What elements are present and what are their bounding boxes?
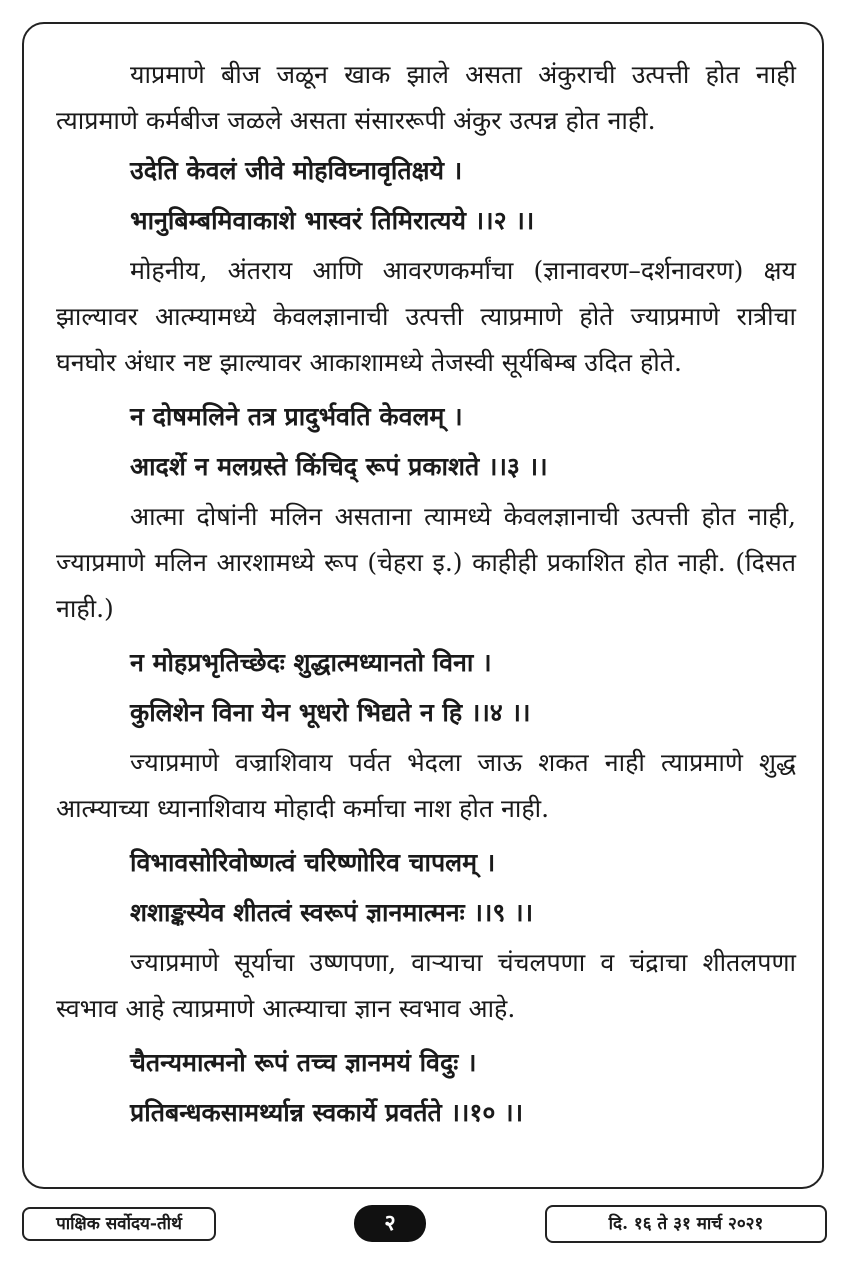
paragraph-4: ज्याप्रमाणे वज्राशिवाय पर्वत भेदला जाऊ शकत नाही त्याप्रमाणे शुद्ध आत्म्याच्या ध्यानाशिवाय मोहादी कर्माचा नाश होत नाही. xyxy=(56,748,796,823)
page-number: २ xyxy=(354,1205,426,1242)
paragraph-5: ज्याप्रमाणे सूर्याचा उष्णपणा, वाऱ्याचा चंचलपणा व चंद्राचा शीतलपणा स्वभाव आहे त्याप्रमाणे आत्म्याचा ज्ञान स्वभाव आहे. xyxy=(56,948,796,1023)
verse-10-line-2: प्रतिबन्धकसामर्थ्यान्न स्वकार्ये प्रवर्तते ।।१० ।। xyxy=(130,1098,524,1127)
page-content xyxy=(56,52,796,1138)
paragraph-3: आत्मा दोषांनी मलिन असताना त्यामध्ये केवलज्ञानाची उत्पत्ती होत नाही, ज्याप्रमाणे मलिन आरशामध्ये रूप (चेहरा इ.) काहीही प्रकाशित होत नाही. (दिसत नाही.) xyxy=(56,502,796,623)
verse-3-line-2: आदर्शे न मलग्रस्ते किंचिद् रूपं प्रकाशते ।।३ ।। xyxy=(130,452,548,481)
paragraph-2: मोहनीय, अंतराय आणि आवरणकर्मांचा (ज्ञानावरण–दर्शनावरण) क्षय झाल्यावर आत्म्यामध्ये केवलज्ञानाची उत्पत्ती त्याप्रमाणे होते ज्याप्रमाणे रात्रीचा घनघोर अंधार नष्ट झाल्यावर आकाशामध्ये तेजस्वी सूर्यबिम्ब उदित होते. xyxy=(56,256,796,377)
issue-date: दि. १६ ते ३१ मार्च २०२१ xyxy=(545,1205,827,1243)
verse-4-line-1: न मोहप्रभृतिच्छेदः शुद्धात्मध्यानतो विना । xyxy=(130,648,492,677)
verse-9-line-2: शशाङ्कस्येव शीतत्वं स्वरूपं ज्ञानमात्मनः ।।९ ।। xyxy=(130,898,534,927)
verse-10-line-1: चैतन्यमात्मनो रूपं तच्च ज्ञानमयं विदुः । xyxy=(130,1048,477,1077)
verse-2-line-1: उदेति केवलं जीवे मोहविघ्नावृतिक्षये । xyxy=(130,156,463,185)
verse-9-line-1: विभावसोरिवोष्णत्वं चरिष्णोरिव चापलम् । xyxy=(130,848,496,877)
verse-2-line-2: भानुबिम्बमिवाकाशे भास्वरं तिमिरात्यये ।।२ ।। xyxy=(130,206,535,235)
paragraph-1: याप्रमाणे बीज जळून खाक झाले असता अंकुराची उत्पत्ती होत नाही त्याप्रमाणे कर्मबीज जळले असता संसाररूपी अंकुर उत्पन्न होत नाही. xyxy=(56,60,796,135)
verse-3-line-1: न दोषमलिने तत्र प्रादुर्भवति केवलम् । xyxy=(130,402,463,431)
publication-name: पाक्षिक सर्वोदय-तीर्थ xyxy=(22,1207,216,1241)
verse-4-line-2: कुलिशेन विना येन भूधरो भिद्यते न हि ।।४ ।। xyxy=(130,698,531,727)
